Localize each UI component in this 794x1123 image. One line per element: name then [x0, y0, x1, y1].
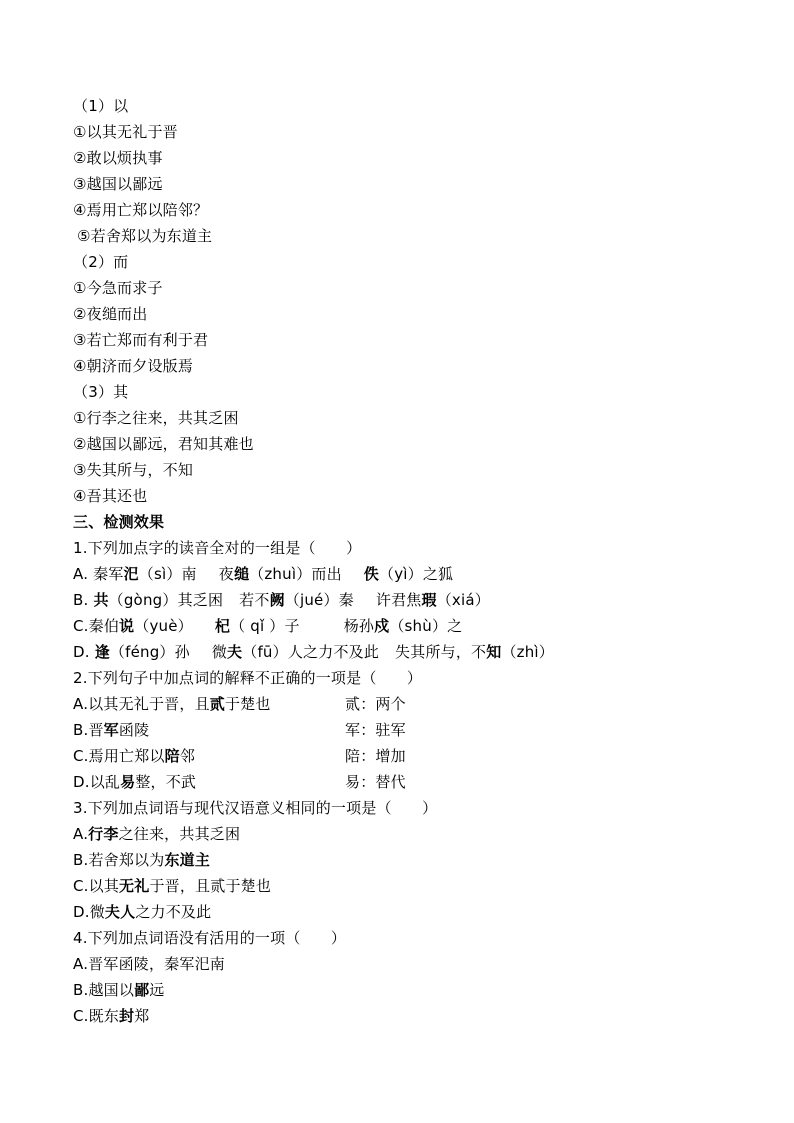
q1-c-dotted: 说 [119, 617, 135, 635]
q1-c-dotted: 杞 [214, 617, 231, 635]
q2-c-text: 邻 [179, 747, 196, 765]
q3-a-text: A. [73, 825, 89, 843]
q1-d-part: （zhì） [501, 643, 555, 661]
q4-b-text: 远 [149, 981, 165, 999]
q3-c-text: 于晋，且贰于楚也 [149, 877, 272, 895]
q1-b-part: （gòng）其乏困 [108, 591, 224, 609]
q4-c-text: C.既东 [73, 1007, 120, 1025]
q2-c-dotted: 陪 [164, 747, 180, 765]
q4-b-text: B.越国以 [73, 981, 135, 999]
yi-item-2: ②敢以烦执事 [73, 149, 163, 167]
qi-header: （3）其 [73, 383, 129, 401]
er-header: （2）而 [73, 253, 129, 271]
q3-d-dotted: 夫人 [104, 903, 136, 921]
er-item-4: ④朝济而夕设版焉 [73, 357, 194, 375]
q2-d-dotted: 易 [120, 773, 136, 791]
q1-b-part: 若不 [239, 591, 270, 609]
q2-c-sentence [73, 743, 345, 769]
q1-b-dotted: 阙 [269, 591, 285, 609]
q2-a-text: A.以其无礼于晋，且 [73, 695, 210, 713]
q3-option-b [73, 847, 723, 873]
q2-d-sentence [73, 769, 345, 795]
q2-option-b [73, 717, 723, 743]
q2-a-gloss: 贰：两个 [345, 695, 406, 713]
q1-c-part: 杨孙 [343, 617, 375, 635]
q1-d-part: （féng）孙 [109, 643, 190, 661]
q3-option-c [73, 873, 723, 899]
q1-option-d [73, 639, 723, 665]
q1-b-dotted: 瑕 [421, 591, 437, 609]
q1-a-dotted: 佚 [363, 565, 379, 583]
q1-d-part: 失其所与，不 [395, 643, 487, 661]
q2-b-sentence [73, 717, 345, 743]
q2-a-sentence [73, 691, 345, 717]
q3-stem: 3.下列加点词语与现代汉语意义相同的一项是（ ） [73, 799, 438, 817]
q1-c-part: C.秦伯 [73, 617, 120, 635]
q1-d-part: D. [73, 643, 95, 661]
q1-b-part: （xiá） [436, 591, 490, 609]
q4-option-b [73, 977, 723, 1003]
q4-option-a [73, 951, 723, 977]
q3-d-text: 之力不及此 [135, 903, 212, 921]
qi-item-1: ①行李之往来，共其乏困 [73, 409, 239, 427]
document-page [73, 93, 723, 1029]
q3-c-text: C.以其 [73, 877, 120, 895]
q1-b-dotted: 共 [93, 591, 109, 609]
q2-c-gloss: 陪：增加 [345, 747, 406, 765]
q3-d-text: D.微 [73, 903, 105, 921]
yi-item-4: ④焉用亡郑以陪邻？ [73, 201, 209, 219]
q2-c-text: C.焉用亡郑以 [73, 747, 165, 765]
q2-option-a [73, 691, 723, 717]
q2-option-c [73, 743, 723, 769]
q2-d-text: 整，不武 [135, 773, 197, 791]
yi-header: （1）以 [73, 97, 129, 115]
q3-b-text: B.若舍郑以为 [73, 851, 165, 869]
q4-a-text: A.晋军函陵，秦军汜南 [73, 955, 225, 973]
q1-b-part: 许君焦 [375, 591, 422, 609]
q2-d-text: D.以乱 [73, 773, 121, 791]
q1-c-part: （yuè） [134, 617, 193, 635]
q2-b-text: B.晋 [73, 721, 104, 739]
q1-d-part: （fū）人之力不及此 [242, 643, 380, 661]
q1-b-part: B. [73, 591, 94, 609]
q4-c-text: 郑 [134, 1007, 150, 1025]
q2-a-text: 于楚也 [224, 695, 271, 713]
yi-item-3: ③越国以鄙远 [73, 175, 163, 193]
q2-a-dotted: 贰 [209, 695, 225, 713]
q3-a-text: 之往来，共其乏困 [118, 825, 241, 843]
q1-a-part: （sì）南 [138, 565, 197, 583]
q1-a-part: （zhuì）而出 [249, 565, 342, 583]
q1-c-part: （shù）之 [389, 617, 463, 635]
q3-option-d [73, 899, 723, 925]
q1-stem: 1.下列加点字的读音全对的一组是（ ） [73, 539, 362, 557]
q1-option-b [73, 587, 723, 613]
q1-option-c [73, 613, 723, 639]
q1-a-part: A. 秦军 [73, 565, 124, 583]
q2-b-dotted: 军 [103, 721, 119, 739]
q1-a-dotted: 缒 [233, 565, 250, 583]
q1-c-dotted: 戍 [374, 617, 390, 635]
q3-c-dotted: 无礼 [119, 877, 150, 895]
q1-d-part: 微 [211, 643, 228, 661]
q1-c-part: （ qǐ ）子 [230, 617, 300, 635]
er-item-3: ③若亡郑而有利于君 [73, 331, 209, 349]
q2-b-gloss: 军：驻军 [345, 721, 406, 739]
q4-stem: 4.下列加点词语没有活用的一项（ ） [73, 929, 347, 947]
er-item-2: ②夜缒而出 [73, 305, 148, 323]
q3-b-dotted: 东道主 [164, 851, 211, 869]
q1-option-a [73, 561, 723, 587]
qi-item-2: ②越国以鄙远，君知其难也 [73, 435, 254, 453]
q2-stem: 2.下列句子中加点词的解释不正确的一项是（ ） [73, 669, 423, 687]
qi-item-4: ④吾其还也 [73, 487, 148, 505]
q1-a-dotted: 汜 [123, 565, 139, 583]
q1-a-part: （yì）之狐 [379, 565, 454, 583]
q3-a-dotted: 行李 [88, 825, 119, 843]
section-heading: 三、检测效果 [73, 513, 165, 531]
q4-b-dotted: 鄙 [134, 981, 150, 999]
q2-b-text: 函陵 [118, 721, 150, 739]
q1-d-dotted: 知 [486, 643, 502, 661]
q1-d-dotted: 夫 [227, 643, 243, 661]
qi-item-3: ③失其所与，不知 [73, 461, 194, 479]
q2-option-d [73, 769, 723, 795]
yi-item-1: ①以其无礼于晋 [73, 123, 178, 141]
yi-item-5: ⑤若舍郑以为东道主 [77, 227, 213, 245]
q1-a-part: 夜 [218, 565, 234, 583]
q1-d-dotted: 逢 [94, 643, 110, 661]
q4-option-c [73, 1003, 723, 1029]
er-item-1: ①今急而求子 [73, 279, 163, 297]
q4-c-dotted: 封 [119, 1007, 135, 1025]
q3-option-a [73, 821, 723, 847]
q1-b-part: （jué）秦 [284, 591, 354, 609]
q2-d-gloss: 易：替代 [345, 773, 406, 791]
